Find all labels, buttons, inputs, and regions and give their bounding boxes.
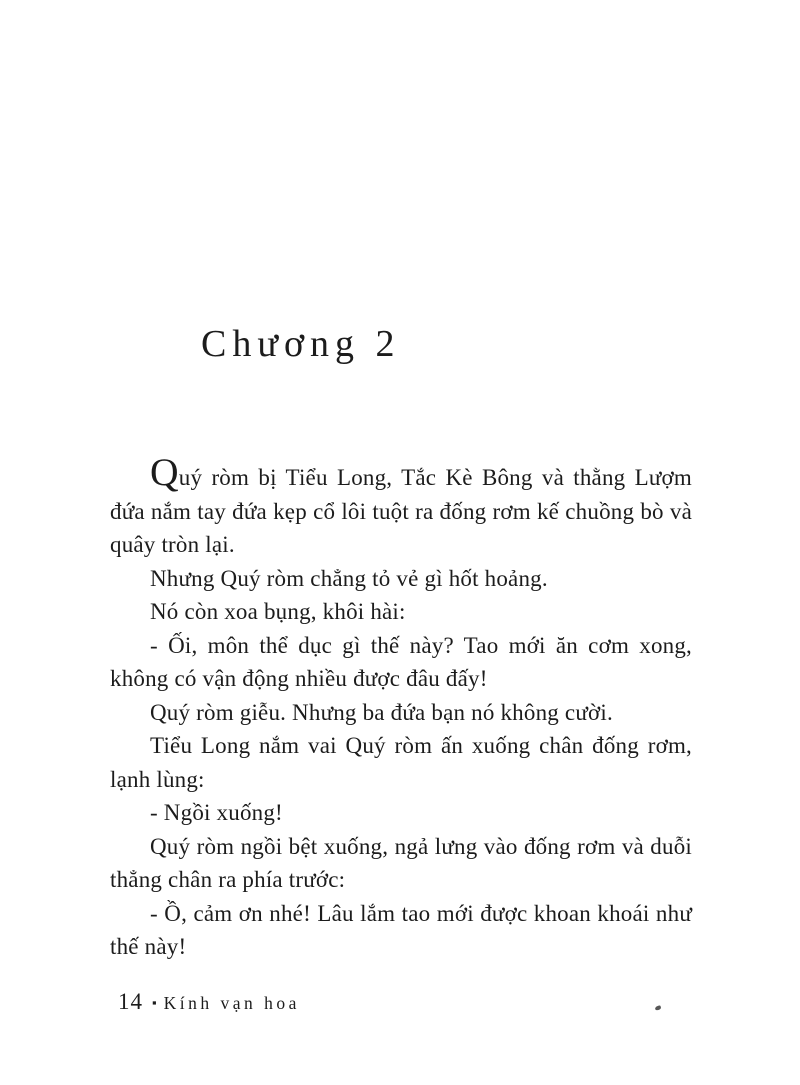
- chapter-heading: Chương 2: [201, 323, 401, 365]
- paragraph-text: uý ròm bị Tiểu Long, Tắc Kè Bông và thằng Lượm đứa nắm tay đứa kẹp cổ lôi tuột ra đống rơm kế chuồng bò và quây tròn lại.: [110, 465, 692, 557]
- body-text: [110, 450, 692, 964]
- paragraph: Tiểu Long nắm vai Quý ròm ấn xuống chân đống rơm, lạnh lùng:: [110, 733, 692, 792]
- paragraph: Nó còn xoa bụng, khôi hài:: [150, 599, 406, 624]
- paragraph: Quý ròm ngồi bệt xuống, ngả lưng vào đống rơm và duỗi thẳng chân ra phía trước:: [110, 833, 692, 892]
- page-number: 14: [118, 989, 143, 1014]
- paragraph: [110, 450, 692, 562]
- ink-speck: [655, 1005, 662, 1011]
- paragraph: - Ngồi xuống!: [150, 800, 283, 825]
- footer-bullet-separator: ▪: [152, 995, 157, 1010]
- initial-capital: Q: [150, 450, 179, 494]
- paragraph: - Ối, môn thể dục gì thế này? Tao mới ăn cơm xong, không có vận động nhiều được đâu đấy!: [110, 632, 692, 691]
- paragraph: Quý ròm giễu. Nhưng ba đứa bạn nó không cười.: [150, 699, 613, 725]
- page-footer: [118, 989, 300, 1015]
- paragraph: Nhưng Quý ròm chẳng tỏ vẻ gì hốt hoảng.: [150, 565, 548, 591]
- paragraph: - Ồ, cảm ơn nhé! Lâu lắm tao mới được khoan khoái như thế này!: [110, 900, 692, 959]
- book-title: Kính vạn hoa: [163, 993, 300, 1013]
